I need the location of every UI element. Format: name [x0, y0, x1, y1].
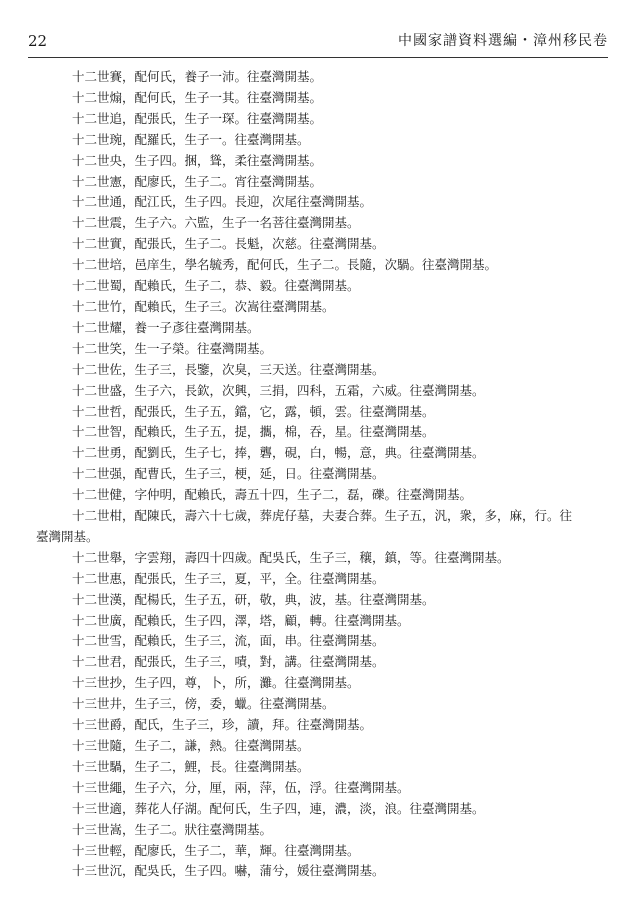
entry: 十三世井，生子三，傍，委，蠟。往臺灣開基。	[72, 696, 335, 712]
entry: 十二世君，配張氏，生子三，嘖，對，講。往臺灣開基。	[72, 654, 385, 670]
entry: 十二世健，字仲明，配賴氏，壽五十四，生子二，磊，礫。往臺灣開基。	[72, 487, 473, 503]
entry: 十三世抄，生子四，尊，卜，所，灘。往臺灣開基。	[72, 675, 360, 691]
entry: 十二世琬，配羅氏，生子一。往臺灣開基。	[72, 131, 310, 147]
entry: 十二世雪，配賴氏，生子三，流，面，串。往臺灣開基。	[72, 633, 385, 649]
entry: 十二世盛，生子六，長欽，次興，三捐，四科，五霜，六威。往臺灣開基。	[72, 382, 485, 398]
page-header	[28, 30, 608, 54]
entry: 十二世蜀，配賴氏，生子二，恭、毅。往臺灣開基。	[72, 278, 360, 294]
entry: 十二世智，配賴氏，生子五，提，攜，棉，吞，星。往臺灣開基。	[72, 424, 435, 440]
entry: 十二世哲，配張氏，生子五，鐺，它，露，頓，雲。往臺灣開基。	[72, 403, 435, 419]
entry: 十二世實，配張氏，生子二。長魁，次慈。往臺灣開基。	[72, 236, 385, 252]
entry: 十二世通，配江氏，生子四。長迎，次尾往臺灣開基。	[72, 194, 373, 210]
entry: 十三世騧，生子二，鯉，長。往臺灣開基。	[72, 758, 310, 774]
entry: 十二世舉，字雲翔，壽四十四歲。配吳氏，生子三，穰，鎮，等。往臺灣開基。	[72, 549, 510, 565]
genealogy-entries	[36, 67, 576, 882]
entry: 十二世强，配曹氏，生子三，梗，延，日。往臺灣開基。	[72, 466, 385, 482]
entry: 十二世賽，配何氏，養子一沛。往臺灣開基。	[72, 69, 323, 84]
entry: 十二世廣，配賴氏，生子四，澤，塔，顧，轉。往臺灣開基。	[72, 612, 410, 628]
entry: 十二世憲，配廖氏，生子二。宵往臺灣開基。	[72, 173, 323, 189]
entry: 十二世惠，配張氏，生子三，夏，平，全。往臺灣開基。	[72, 570, 385, 586]
entry: 十二世竹，配賴氏，生子三。次嵩往臺灣開基。	[72, 298, 335, 314]
entry: 十三世爵，配氏，生子三，珍，讀，拜。往臺灣開基。	[72, 717, 373, 733]
entry: 十二世漢，配楊氏，生子五，研，敬，典，波，基。往臺灣開基。	[72, 591, 435, 607]
entry: 十三世隨，生子二，謙，熱。往臺灣開基。	[72, 738, 310, 753]
entry: 十三世沉，配吳氏，生子四。嚇，蒲兮，媛往臺灣開基。	[72, 863, 385, 879]
entry: 十二世勇，配劉氏，生子七，捧，礱，硯，白，暢，意，典。往臺灣開基。	[72, 445, 485, 461]
entry: 十三世嵩，生子二。狀往臺灣開基。	[72, 821, 273, 837]
entry: 十二世培，邑庠生，學名毓秀，配何氏，生子二。長隨，次騧。往臺灣開基。	[72, 257, 498, 273]
entry: 十二世笑，生一子榮。往臺灣開基。	[72, 340, 273, 356]
entry: 十三世適，葬花人仔湖。配何氏，生子四，連，濃，淡，浪。往臺灣開基。	[72, 800, 485, 816]
entry: 十二世佐，生子三，長鑒，次臭，三天送。往臺灣開基。	[72, 361, 385, 377]
entry: 十二世央，生子四。捆，聳，柔往臺灣開基。	[72, 152, 323, 168]
running-title: 中國家譜資料選編・漳州移民卷	[398, 33, 608, 49]
entry: 十二世追，配張氏，生子一琛。往臺灣開基。	[72, 110, 323, 126]
entry: 十二世耀，養一子彥往臺灣開基。	[72, 319, 260, 335]
entry: 十二世柑，配陳氏，壽六十七歲，葬虎仔墓，夫妻合葬。生子五，汎，衆，多，麻，行。往臺灣開基。	[36, 508, 573, 544]
entry: 十二世震，生子六。六監，生子一名菩往臺灣開基。	[72, 215, 360, 231]
entry: 十二世煽，配何氏，生子一其。往臺灣開基。	[72, 89, 323, 105]
entry: 十三世輕，配廖氏，生子二，華，輝。往臺灣開基。	[72, 842, 360, 858]
page-number: 22	[28, 32, 48, 50]
header-rule	[28, 57, 608, 58]
entry: 十三世繩，生子六，分，厘，兩，萍，伍，浮。往臺灣開基。	[72, 779, 410, 795]
